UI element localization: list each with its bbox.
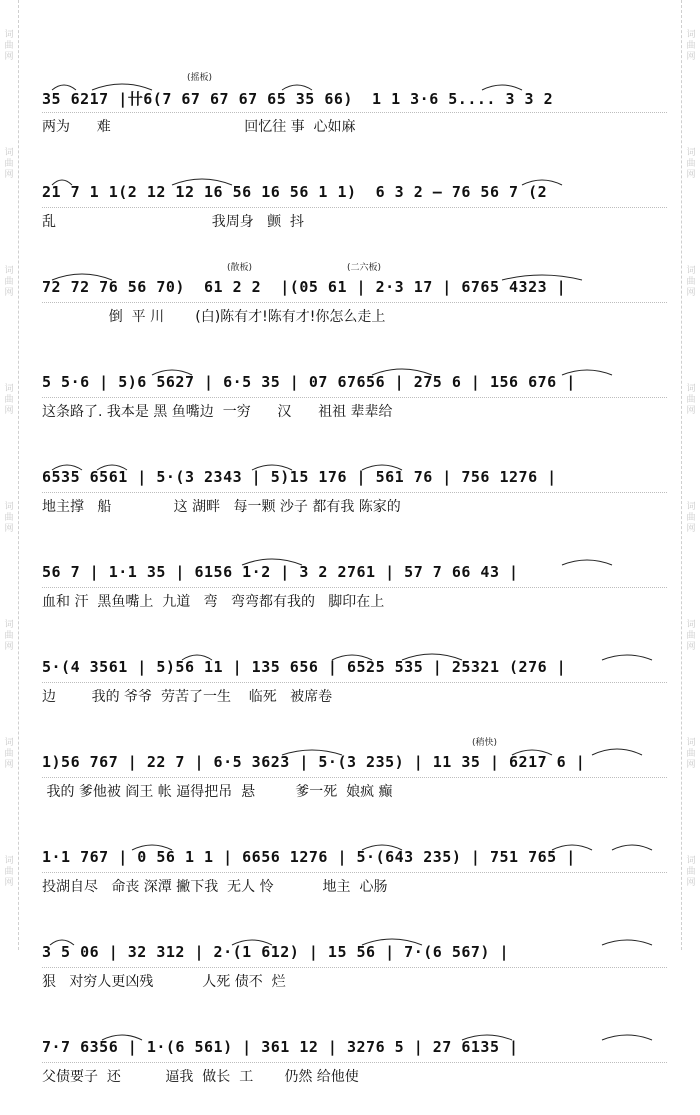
score-system — [42, 735, 667, 830]
notation-line: 3 5 06 | 32 312 | 2·(1 612) | 15 56 | 7·(6 567) | — [42, 943, 510, 961]
score-system — [42, 1020, 667, 1115]
watermark-text: 词 曲 网 — [4, 502, 14, 534]
lyrics-line: 狠 对穷人更凶残 人死 债不 烂 — [42, 974, 286, 990]
lyrics-line: 我的 爹他被 阎王 帐 逼得把吊 悬 爹一死 娘疯 癫 — [42, 784, 393, 800]
lyrics-line: 乱 我周身 颤 抖 — [42, 214, 305, 230]
lyrics-line: 两为 难 回忆往 事 心如麻 — [42, 119, 356, 135]
octave-dots — [42, 773, 667, 778]
watermark-text: 词 曲 网 — [4, 384, 14, 416]
notation-line: 7·7 6356 | 1·(6 561) | 361 12 | 3276 5 | 27 6135 | — [42, 1038, 519, 1056]
score-system — [42, 260, 667, 355]
octave-dots — [42, 868, 667, 873]
score-system — [42, 355, 667, 450]
watermark-text: 词 曲 网 — [4, 30, 14, 62]
watermark-text: 词 曲 网 — [686, 502, 696, 534]
octave-dots — [42, 1058, 667, 1063]
octave-dots — [42, 298, 667, 303]
octave-dots — [42, 203, 667, 208]
notation-line: 5·(4 3561 | 5)56 11 | 135 656 | 6525 535 | 25321 (276 | — [42, 658, 567, 676]
score-system — [42, 70, 667, 165]
lyrics-line: 这条路了. 我本是 黑 鱼嘴边 一穷 汉 祖祖 辈辈给 — [42, 404, 393, 420]
notation-line: 6535 6561 | 5·(3 2343 | 5)15 176 | 561 76 | 756 1276 | — [42, 468, 557, 486]
score-system — [42, 830, 667, 925]
watermark-text: 词 曲 网 — [686, 856, 696, 888]
tempo-mark: (稍快) — [472, 738, 498, 748]
octave-dots — [42, 963, 667, 968]
watermark-text: 词 曲 网 — [4, 620, 14, 652]
right-border-watermark — [681, 0, 700, 950]
lyrics-line: 倒 平 川 (白)陈有才!陈有才!你怎么走上 — [42, 309, 386, 325]
octave-dots — [42, 678, 667, 683]
octave-dots — [42, 488, 667, 493]
notation-line: 1)56 767 | 22 7 | 6·5 3623 | 5·(3 235) | 11 35 | 6217 6 | — [42, 753, 586, 771]
score-system — [42, 925, 667, 1020]
notation-line: 35 6217 |卄6(7 67 67 67 65 35 66) 1 1 3·6 5.... 3 3 2 — [42, 90, 554, 108]
lyrics-line: 血和 汗 黑鱼嘴上 九道 弯 弯弯都有我的 脚印在上 — [42, 594, 385, 610]
watermark-text: 词 曲 网 — [686, 30, 696, 62]
lyrics-line: 边 我的 爷爷 劳苦了一生 临死 被席卷 — [42, 689, 333, 705]
octave-dots — [42, 393, 667, 398]
watermark-text: 词 曲 网 — [4, 856, 14, 888]
watermark-text: 词 曲 网 — [686, 620, 696, 652]
score-system — [42, 640, 667, 735]
left-border-watermark — [0, 0, 19, 950]
watermark-text: 词 曲 网 — [686, 738, 696, 770]
notation-line: 21 7 1 1(2 12 12 16 56 16 56 1 1) 6 3 2 – 76 56 7 (2 — [42, 183, 548, 201]
watermark-text: 词 曲 网 — [4, 738, 14, 770]
lyrics-line: 投湖自尽 命丧 深潭 撇下我 无人 怜 地主 心肠 — [42, 879, 388, 895]
lyrics-line: 地主撑 船 这 湖畔 每一颗 沙子 都有我 陈家的 — [42, 499, 401, 515]
watermark-text: 词 曲 网 — [686, 384, 696, 416]
watermark-text: 词 曲 网 — [4, 266, 14, 298]
tempo-mark: (散板) — [227, 263, 253, 273]
score-system — [42, 545, 667, 640]
octave-dots — [42, 583, 667, 588]
notation-line: 1·1 767 | 0 56 1 1 | 6656 1276 | 5·(643 235) | 751 765 | — [42, 848, 576, 866]
notation-line: 5 5·6 | 5)6 5627 | 6·5 35 | 07 67656 | 275 6 | 156 676 | — [42, 373, 576, 391]
notation-line: 72 72 76 56 70) 61 2 2 |(05 61 | 2·3 17 | 6765 4323 | — [42, 278, 567, 296]
score-system — [42, 450, 667, 545]
notation-line: 56 7 | 1·1 35 | 6156 1·2 | 3 2 2761 | 57 7 66 43 | — [42, 563, 519, 581]
tempo-mark: (摇板) — [187, 73, 213, 83]
watermark-text: 词 曲 网 — [686, 266, 696, 298]
score-system — [42, 165, 667, 260]
watermark-text: 词 曲 网 — [4, 148, 14, 180]
octave-dots — [42, 108, 667, 113]
tempo-mark: (二六板) — [347, 263, 382, 273]
watermark-text: 词 曲 网 — [686, 148, 696, 180]
lyrics-line: 父债要子 还 逼我 做长 工 仍然 给他使 — [42, 1069, 359, 1085]
jianpu-score — [42, 70, 667, 1115]
